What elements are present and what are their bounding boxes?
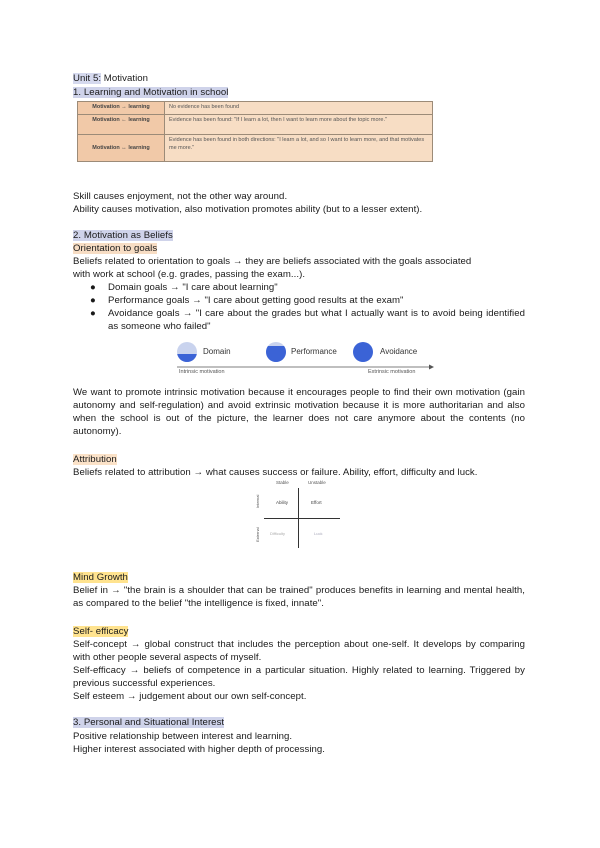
grid-col-stable: Stable — [276, 480, 289, 485]
grid-cell-luck: Luck — [314, 531, 323, 536]
skill-line: Skill causes enjoyment, not the other way around. — [73, 191, 288, 202]
table-row — [78, 115, 433, 135]
mind-growth-heading: Mind Growth — [73, 572, 128, 583]
list-item: ● Avoidance goals → "I care about the grades but what I actually want is to avoid being identified as someone who failed" — [90, 308, 525, 332]
performance-label: Performance — [291, 347, 337, 356]
table-value: Evidence has been found: "If I learn a lot, then I want to learn more about the topic more." — [165, 115, 433, 135]
table-key: Motivation ← learning — [78, 115, 165, 135]
domain-label: Domain — [203, 347, 231, 356]
ability-line: Ability causes motivation, also motivation promotes ability (but to a lesser extent). — [73, 204, 423, 215]
extrinsic-axis-label: Extrinsic motivation — [368, 369, 416, 375]
grid-row-internal: Internal — [255, 494, 260, 508]
grid-cell-difficulty: Difficulty — [270, 531, 286, 536]
grid-divider-h — [264, 518, 340, 519]
axis-arrow-icon — [429, 365, 434, 370]
grid-cell-effort: Effort — [311, 500, 322, 505]
table-value: Evidence has been found in both directions: "I learn a lot, and so I want to learn more, and that motivates me more." — [165, 135, 433, 162]
table-key: Motivation → learning — [78, 102, 165, 115]
table-row — [78, 135, 433, 162]
orientation-intro-2: with work at school (e.g. grades, passing the exam...). — [73, 269, 306, 280]
self-concept-text: Self-concept → global construct that includes the perception about one-self. It develops by comparing with other people several aspects of myself. — [73, 639, 525, 663]
performance-circle-icon — [266, 342, 286, 364]
motivation-learning-table — [77, 101, 433, 162]
intrinsic-paragraph: We want to promote intrinsic motivation because it encourages people to find their own motivation (gain autonomy and self-regulation) and avoid extrinsic motivation because it is more authoritarian and also when the school is out of the picture, the learner does not care anymore about the contents (no autonomy). — [73, 387, 525, 437]
mind-growth-text: Belief in → "the brain is a shoulder that can be trained" produces benefits in learning and mental health, as compared to the belief "the intelligence is fixed, innate". — [73, 585, 525, 609]
section1-heading: 1. Learning and Motivation in school — [73, 87, 229, 98]
attribution-grid — [256, 480, 340, 550]
grid-cell-ability: Ability — [276, 500, 289, 505]
interest-line-1: Positive relationship between interest and learning. — [73, 731, 293, 742]
section2-heading: 2. Motivation as Beliefs — [73, 230, 173, 241]
goals-diagram — [173, 338, 435, 378]
unit-title — [73, 72, 148, 85]
attribution-heading: Attribution — [73, 454, 117, 465]
orientation-heading: Orientation to goals — [73, 243, 158, 254]
intrinsic-axis-label: Intrinsic motivation — [179, 369, 225, 375]
self-esteem-text: Self esteem → judgement about our own self-concept. — [73, 691, 307, 702]
table-key: Motivation ↔ learning — [78, 135, 165, 162]
section3-heading: 3. Personal and Situational Interest — [73, 717, 225, 728]
list-item: ● Domain goals → "I care about learning" — [90, 282, 278, 293]
grid-col-unstable: Unstable — [308, 480, 326, 485]
self-efficacy-text: Self-efficacy → beliefs of competence in a particular situation. Highly related to learning. Triggered by previous successful experiences. — [73, 665, 525, 689]
self-efficacy-heading: Self- efficacy — [73, 626, 129, 637]
attribution-text: Beliefs related to attribution → what causes success or failure. Ability, effort, difficulty and luck. — [73, 467, 478, 478]
grid-row-external: External — [255, 527, 260, 542]
unit-label: Unit 5: — [73, 73, 102, 84]
domain-circle-icon — [177, 342, 197, 364]
avoidance-label: Avoidance — [380, 347, 418, 356]
table-row — [78, 102, 433, 115]
avoidance-circle-icon — [353, 342, 373, 362]
interest-line-2: Higher interest associated with higher depth of processing. — [73, 744, 325, 755]
orientation-intro-1: Beliefs related to orientation to goals → they are beliefs associated with the goals associated — [73, 256, 472, 267]
table-value: No evidence has been found — [165, 102, 433, 115]
unit-name: Motivation — [101, 73, 149, 84]
goals-list — [73, 281, 525, 333]
list-item: ● Performance goals → "I care about getting good results at the exam" — [90, 295, 404, 306]
